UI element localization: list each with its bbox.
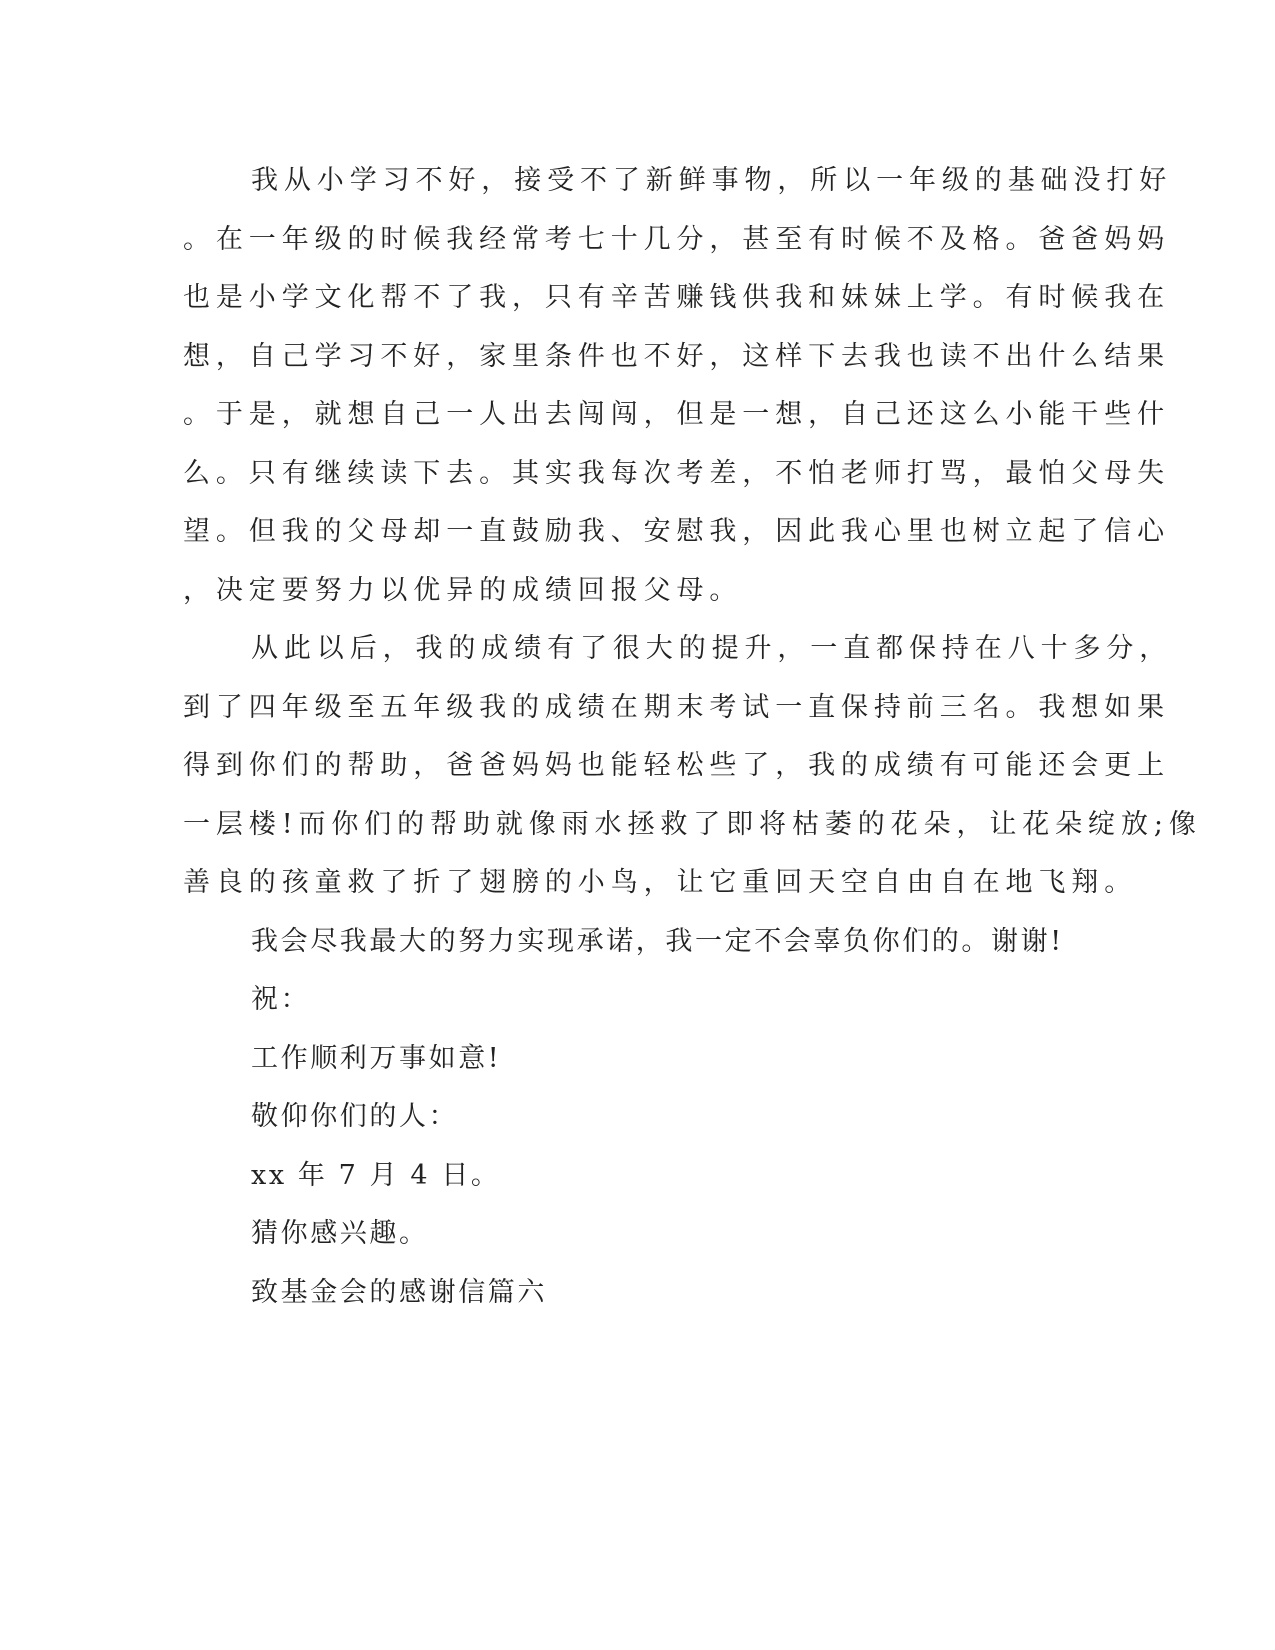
paragraph-1-line-3: 也是小学文化帮不了我，只有辛苦赚钱供我和妹妹上学。有时候我在 [183,282,1170,313]
closing-salutation: 祝： [251,984,311,1015]
paragraph-2-line-3: 得到你们的帮助，爸爸妈妈也能轻松些了，我的成绩有可能还会更上 [183,750,1170,781]
paragraph-1-line-1: 我从小学习不好，接受不了新鲜事物，所以一年级的基础没打好 [251,165,1173,196]
paragraph-2-line-5: 善良的孩童救了折了翅膀的小鸟，让它重回天空自由自在地飞翔。 [183,867,1138,898]
paragraph-1-line-4: 想，自己学习不好，家里条件也不好，这样下去我也读不出什么结果 [183,341,1170,372]
paragraph-2-line-4: 一层楼!而你们的帮助就像雨水拯救了即将枯萎的花朵，让花朵绽放;像 [183,809,1202,840]
closing-wish: 工作顺利万事如意! [251,1043,502,1074]
paragraph-1-line-5: 。于是，就想自己一人出去闯闯，但是一想，自己还这么小能干些什 [183,399,1170,430]
paragraph-2-line-1: 从此以后，我的成绩有了很大的提升，一直都保持在八十多分， [251,633,1173,664]
paragraph-1-line-2: 。在一年级的时候我经常考七十几分，甚至有时候不及格。爸爸妈妈 [183,224,1170,255]
next-section-title: 致基金会的感谢信篇六 [251,1277,547,1308]
closing-promise: 我会尽我最大的努力实现承诺，我一定不会辜负你们的。谢谢! [251,926,1064,957]
related-note: 猜你感兴趣。 [251,1218,429,1249]
signature: 敬仰你们的人： [251,1101,459,1132]
paragraph-2-line-2: 到了四年级至五年级我的成绩在期末考试一直保持前三名。我想如果 [183,692,1170,723]
letter-date: xx 年 7 月 4 日。 [251,1160,501,1191]
paragraph-1-line-7: 望。但我的父母却一直鼓励我、安慰我，因此我心里也树立起了信心 [183,516,1170,547]
paragraph-1-line-6: 么。只有继续读下去。其实我每次考差，不怕老师打骂，最怕父母失 [183,458,1170,489]
paragraph-1-line-8: ，决定要努力以优异的成绩回报父母。 [183,575,743,606]
